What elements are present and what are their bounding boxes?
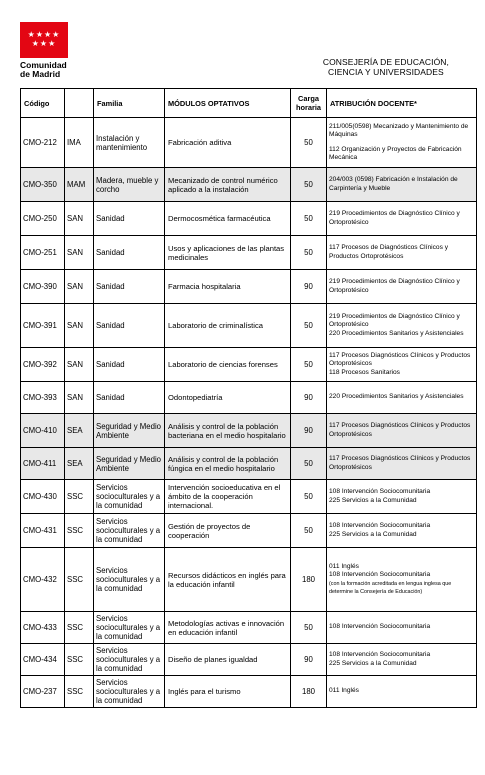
cell-modulo: Dermocosmética farmacéutica (165, 202, 291, 236)
cell-family-code: SSC (65, 514, 94, 548)
table-row (21, 414, 477, 448)
cell-family-code: SAN (65, 202, 94, 236)
cell-codigo: CMO-432 (21, 548, 65, 612)
modules-table (20, 88, 477, 708)
cell-carga: 50 (291, 480, 327, 514)
cell-carga: 50 (291, 202, 327, 236)
cell-familia: Sanidad (94, 348, 165, 382)
cell-codigo: CMO-391 (21, 304, 65, 348)
atribucion-line: 117 Procesos Diagnósticos Clínicos y Productos Ortoprotésicos (329, 455, 471, 471)
cell-carga: 50 (291, 118, 327, 168)
table-row (21, 348, 477, 382)
cell-modulo: Análisis y control de la población bacteriana en el medio hospitalario (165, 414, 291, 448)
table-header-row (21, 89, 477, 118)
cell-codigo: CMO-251 (21, 236, 65, 270)
cell-carga: 50 (291, 448, 327, 480)
cell-familia: Sanidad (94, 382, 165, 414)
cell-codigo: CMO-434 (21, 644, 65, 676)
table-row (21, 548, 477, 612)
cell-carga: 180 (291, 548, 327, 612)
cell-carga: 90 (291, 382, 327, 414)
cell-atribucion (327, 348, 477, 382)
atribucion-line: 117 Procesos de Diagnósticos Clínicos y Productos Ortoprotésicos (329, 244, 448, 260)
cell-familia: Servicios socioculturales y a la comunidad (94, 612, 165, 644)
cell-codigo: CMO-392 (21, 348, 65, 382)
cell-codigo: CMO-411 (21, 448, 65, 480)
cell-family-code: IMA (65, 118, 94, 168)
flag-stars: ★★★★ ★★★ (27, 30, 61, 48)
cell-atribucion (327, 514, 477, 548)
header-carga: Carga horaria (291, 89, 327, 118)
cell-atribucion (327, 612, 477, 644)
cell-atribucion (327, 270, 477, 304)
atribucion-line: 225 Servicios a la Comunidad (329, 496, 417, 504)
atribucion-line: 220 Procedimientos Sanitarios y Asistenciales (329, 329, 464, 337)
cell-carga: 50 (291, 514, 327, 548)
cell-atribucion (327, 480, 477, 514)
cell-modulo: Inglés para el turismo (165, 676, 291, 708)
atribucion-line: 108 Intervención Sociocomunitaria (329, 651, 431, 659)
cell-modulo: Metodologías activas e innovación en educación infantil (165, 612, 291, 644)
atribucion-line: 108 Intervención Sociocomunitaria (329, 522, 431, 530)
atribucion-line: 117 Procesos Diagnósticos Clínicos y Productos Ortoprotésicos (329, 422, 471, 438)
cell-modulo: Intervención socioeducativa en el ámbito de la cooperación internacional. (165, 480, 291, 514)
cell-atribucion (327, 118, 477, 168)
cell-family-code: SSC (65, 612, 94, 644)
cell-codigo: CMO-237 (21, 676, 65, 708)
logo-text (20, 61, 68, 79)
cell-codigo: CMO-430 (21, 480, 65, 514)
table-row (21, 382, 477, 414)
cell-family-code: SSC (65, 676, 94, 708)
cell-atribucion (327, 548, 477, 612)
table-row (21, 612, 477, 644)
logo-line-2: de Madrid (20, 69, 61, 79)
department-line-1: CONSEJERÍA DE EDUCACIÓN, (322, 57, 449, 67)
cell-familia: Servicios socioculturales y a la comunidad (94, 514, 165, 548)
atribucion-line: 011 Inglés (329, 687, 359, 695)
cell-carga: 90 (291, 270, 327, 304)
atribucion-line: 011 Inglés (329, 563, 359, 571)
cell-familia: Sanidad (94, 202, 165, 236)
cell-codigo: CMO-212 (21, 118, 65, 168)
cell-atribucion (327, 414, 477, 448)
atribucion-line: 112 Organización y Proyectos de Fabricación Mecánica (329, 146, 462, 162)
table-row (21, 676, 477, 708)
cell-family-code: SSC (65, 480, 94, 514)
table-row (21, 448, 477, 480)
cell-codigo: CMO-390 (21, 270, 65, 304)
table-row (21, 644, 477, 676)
cell-modulo: Laboratorio de criminalística (165, 304, 291, 348)
table-row (21, 480, 477, 514)
cell-codigo: CMO-350 (21, 168, 65, 202)
department-heading (323, 57, 449, 77)
header-family-code (65, 89, 94, 118)
cell-modulo: Odontopediatría (165, 382, 291, 414)
cell-familia: Servicios socioculturales y a la comunidad (94, 548, 165, 612)
cell-carga: 90 (291, 644, 327, 676)
cell-familia: Sanidad (94, 304, 165, 348)
cell-family-code: SAN (65, 304, 94, 348)
cell-atribucion (327, 676, 477, 708)
atribucion-line: 219 Procedimientos de Diagnóstico Clínico y Ortoprotésico (329, 278, 460, 294)
cell-modulo: Mecanizado de control numérico aplicado a la instalación (165, 168, 291, 202)
cell-codigo: CMO-431 (21, 514, 65, 548)
cell-carga: 50 (291, 348, 327, 382)
atribucion-line: 108 Intervención Sociocomunitaria (329, 488, 431, 496)
header-atribucion: ATRIBUCIÓN DOCENTE* (327, 89, 477, 118)
atribucion-line: 117 Procesos Diagnósticos Clínicos y Productos Ortoprotésicos (329, 352, 471, 368)
cell-familia: Servicios socioculturales y a la comunidad (94, 676, 165, 708)
cell-atribucion (327, 382, 477, 414)
atribucion-line: 204/003 (0598) Fabricación e Instalación de Carpintería y Mueble (329, 176, 458, 192)
cell-modulo: Fabricación aditiva (165, 118, 291, 168)
atribucion-line: 220 Procedimientos Sanitarios y Asistenciales (329, 393, 464, 401)
atribucion-note: (con la formación acreditada en lengua inglesa que determine la Consejería de Educación) (329, 580, 452, 595)
table-body (21, 118, 477, 708)
logo-line-1: Comunidad (20, 60, 67, 70)
cell-familia: Instalación y mantenimiento (94, 118, 165, 168)
cell-atribucion (327, 644, 477, 676)
atribucion-line: 225 Servicios a la Comunidad (329, 530, 417, 538)
cell-family-code: SEA (65, 448, 94, 480)
atribucion-line: 219 Procedimientos de Diagnóstico Clínico y Ortoprotésico (329, 210, 460, 226)
cell-codigo: CMO-410 (21, 414, 65, 448)
cell-carga: 50 (291, 612, 327, 644)
cell-family-code: SAN (65, 382, 94, 414)
atribucion-line: 108 Intervención Sociocomunitaria (329, 571, 431, 579)
cell-carga: 50 (291, 236, 327, 270)
cell-family-code: SAN (65, 236, 94, 270)
cell-familia: Madera, mueble y corcho (94, 168, 165, 202)
atribucion-line: 219 Procedimientos de Diagnóstico Clínico y Ortoprotésico (329, 313, 460, 329)
cell-modulo: Diseño de planes igualdad (165, 644, 291, 676)
cell-familia: Sanidad (94, 270, 165, 304)
cell-familia: Sanidad (94, 236, 165, 270)
cell-carga: 50 (291, 304, 327, 348)
table-row (21, 118, 477, 168)
cell-familia: Servicios socioculturales y a la comunidad (94, 480, 165, 514)
cell-familia: Seguridad y Medio Ambiente (94, 448, 165, 480)
comunidad-madrid-logo (20, 22, 68, 79)
atribucion-line: 118 Procesos Sanitarios (329, 368, 400, 376)
cell-carga: 180 (291, 676, 327, 708)
cell-family-code: SSC (65, 644, 94, 676)
header-codigo: Código (21, 89, 65, 118)
atribucion-line: 225 Servicios a la Comunidad (329, 659, 417, 667)
cell-atribucion (327, 202, 477, 236)
cell-family-code: MAM (65, 168, 94, 202)
department-line-2: CIENCIA Y UNIVERSIDADES (328, 67, 444, 77)
cell-atribucion (327, 236, 477, 270)
table-row (21, 270, 477, 304)
cell-modulo: Laboratorio de ciencias forenses (165, 348, 291, 382)
cell-familia: Seguridad y Medio Ambiente (94, 414, 165, 448)
cell-modulo: Recursos didácticos en inglés para la educación infantil (165, 548, 291, 612)
cell-atribucion (327, 304, 477, 348)
header-modulos: MÓDULOS OPTATIVOS (165, 89, 291, 118)
cell-codigo: CMO-393 (21, 382, 65, 414)
cell-familia: Servicios socioculturales y a la comunidad (94, 644, 165, 676)
cell-atribucion (327, 448, 477, 480)
cell-modulo: Usos y aplicaciones de las plantas medicinales (165, 236, 291, 270)
cell-modulo: Análisis y control de la población fúngica en el medio hospitalario (165, 448, 291, 480)
cell-atribucion (327, 168, 477, 202)
cell-codigo: CMO-433 (21, 612, 65, 644)
header-familia: Familia (94, 89, 165, 118)
table-row (21, 202, 477, 236)
cell-modulo: Gestión de proyectos de cooperación (165, 514, 291, 548)
cell-carga: 90 (291, 414, 327, 448)
madrid-flag-icon (20, 22, 68, 58)
cell-family-code: SEA (65, 414, 94, 448)
cell-family-code: SAN (65, 270, 94, 304)
cell-family-code: SAN (65, 348, 94, 382)
cell-codigo: CMO-250 (21, 202, 65, 236)
atribucion-line: 108 Intervención Sociocomunitaria (329, 623, 431, 631)
table-row (21, 236, 477, 270)
atribucion-line: 211/005(0598) Mecanizado y Mantenimiento de Máquinas (329, 122, 469, 138)
cell-carga: 50 (291, 168, 327, 202)
table-row (21, 168, 477, 202)
table-row (21, 514, 477, 548)
cell-family-code: SSC (65, 548, 94, 612)
cell-modulo: Farmacia hospitalaria (165, 270, 291, 304)
table-row (21, 304, 477, 348)
